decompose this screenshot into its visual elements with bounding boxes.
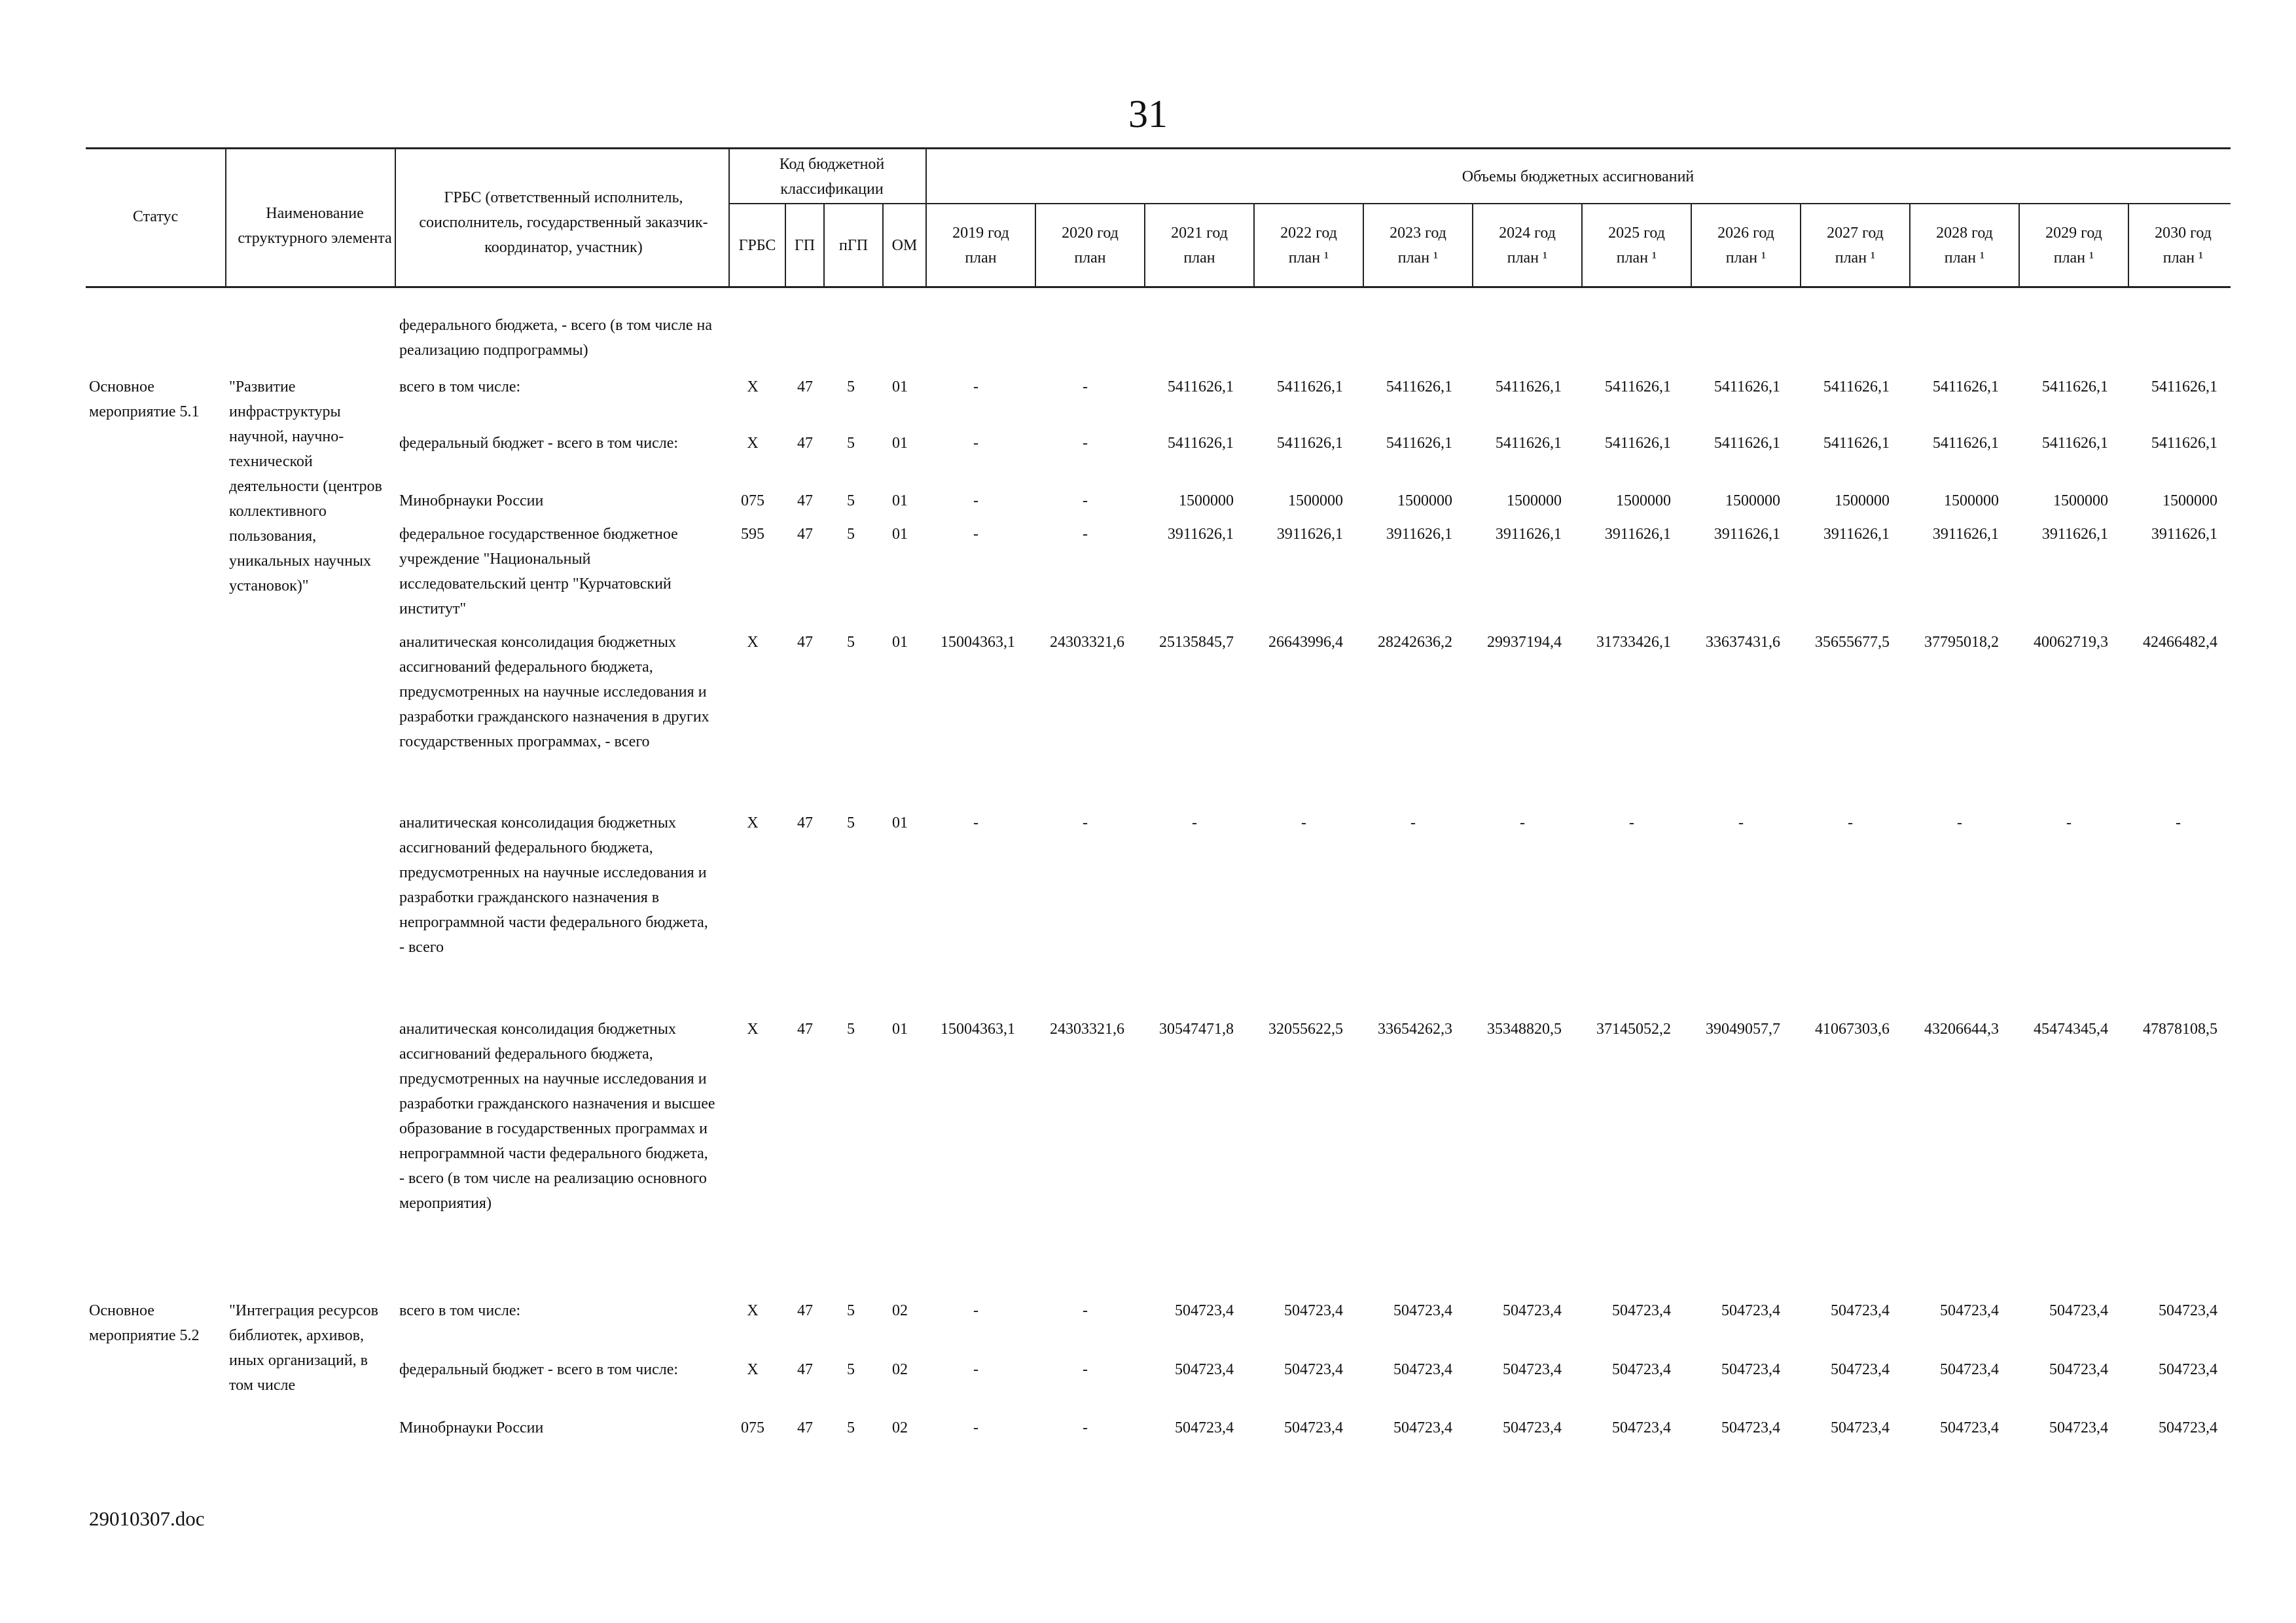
grbs-cell: федеральное государственное бюджетное учреждение "Национальный исследовательский центр "Курчатовский институт" [399, 526, 678, 617]
value-cell: 5411626,1 [1932, 378, 1999, 395]
budget-code-cell: 01 [892, 1021, 908, 1038]
header-year-5 [1473, 204, 1581, 286]
budget-code-cell: X [747, 435, 759, 452]
value-cell: 1500000 [2162, 492, 2217, 509]
value-cell: - [973, 1419, 978, 1436]
value-cell: 33637431,6 [1706, 634, 1780, 651]
value-cell: 504723,4 [1503, 1419, 1562, 1436]
budget-code-cell: X [747, 814, 759, 831]
status-cell: Основное мероприятие 5.2 [89, 1302, 200, 1344]
header-code-gp: ГП [794, 236, 816, 254]
header-year-label: 2030 год [2155, 224, 2212, 242]
value-cell: 504723,4 [2049, 1419, 2108, 1436]
value-cell: 37795018,2 [1924, 634, 1999, 651]
value-cell: 5411626,1 [2151, 378, 2217, 395]
value-cell: 3911626,1 [1495, 526, 1562, 543]
value-cell: 1500000 [1944, 492, 1999, 509]
footer-filename: 29010307.doc [89, 1507, 205, 1530]
grbs-cell: Минобрнауки России [399, 492, 544, 509]
header-year-11 [2129, 204, 2237, 286]
budget-code-cell: 5 [847, 1419, 855, 1436]
value-cell: 504723,4 [1721, 1419, 1780, 1436]
header-status: Статус [132, 208, 179, 225]
grbs-cell: всего в том числе: [399, 1302, 521, 1319]
value-cell: 504723,4 [1831, 1302, 1890, 1319]
header-year-label: 2028 год [1936, 224, 1993, 242]
header-year-0 [927, 204, 1035, 286]
value-cell: - [973, 1361, 978, 1378]
budget-code-cell: 47 [797, 1021, 813, 1038]
header-year-plan: план ¹ [2162, 249, 2204, 266]
value-cell: 5411626,1 [1713, 435, 1780, 452]
value-cell: 35348820,5 [1487, 1021, 1562, 1038]
value-cell: 41067303,6 [1815, 1021, 1890, 1038]
budget-code-cell: 5 [847, 1021, 855, 1038]
value-cell: 504723,4 [1393, 1302, 1452, 1319]
value-cell: 28242636,2 [1378, 634, 1452, 651]
element-name-cell: "Развитие инфраструктуры научной, научно-технической деятельности (центров коллективного пользования, уникальных научных установок)" [229, 378, 382, 594]
value-cell: 3911626,1 [1604, 526, 1671, 543]
value-cell: 504723,4 [1940, 1361, 1999, 1378]
header-year-9 [1910, 204, 2018, 286]
header-year-label: 2029 год [2045, 224, 2102, 242]
value-cell: 504723,4 [1721, 1302, 1780, 1319]
value-cell: - [973, 1302, 978, 1319]
header-code-om: ОМ [891, 236, 918, 254]
grbs-cell: федеральный бюджет - всего в том числе: [399, 435, 679, 452]
budget-code-cell: 47 [797, 1419, 813, 1436]
value-cell: 504723,4 [1175, 1361, 1234, 1378]
value-cell: 3911626,1 [1932, 526, 1999, 543]
value-cell: 504723,4 [1831, 1419, 1890, 1436]
budget-code-cell: 01 [892, 435, 908, 452]
value-cell: 504723,4 [1612, 1302, 1671, 1319]
value-cell: 33654262,3 [1378, 1021, 1452, 1038]
budget-code-cell: 02 [892, 1419, 908, 1436]
header-year-plan: план [1183, 249, 1215, 266]
header-year-plan: план ¹ [1616, 249, 1657, 266]
value-cell: 5411626,1 [1386, 378, 1452, 395]
value-cell: 1500000 [2053, 492, 2108, 509]
value-cell: 504723,4 [1612, 1361, 1671, 1378]
value-cell: 5411626,1 [2041, 435, 2108, 452]
value-cell: 5411626,1 [2041, 378, 2108, 395]
value-cell: 30547471,8 [1159, 1021, 1234, 1038]
value-cell: 24303321,6 [1050, 634, 1124, 651]
value-cell: 504723,4 [1831, 1361, 1890, 1378]
grbs-cell: Минобрнауки России [399, 1419, 544, 1436]
value-cell: 3911626,1 [1823, 526, 1890, 543]
value-cell: 1500000 [1288, 492, 1343, 509]
budget-code-cell: X [747, 634, 759, 651]
budget-code-cell: 5 [847, 1302, 855, 1319]
value-cell: - [973, 814, 978, 831]
value-cell: 5411626,1 [1276, 435, 1343, 452]
value-cell: - [1083, 526, 1088, 543]
header-year-label: 2026 год [1717, 224, 1774, 242]
value-cell: 504723,4 [1503, 1302, 1562, 1319]
header-year-plan: план ¹ [1725, 249, 1767, 266]
value-cell: 15004363,1 [941, 634, 1015, 651]
header-year-plan: план ¹ [1397, 249, 1439, 266]
header-year-plan: план ¹ [1944, 249, 1985, 266]
page-number: 31 [1128, 92, 1168, 136]
value-cell: - [1301, 814, 1306, 831]
value-cell: - [1083, 1302, 1088, 1319]
value-cell: - [973, 492, 978, 509]
value-cell: 1500000 [1835, 492, 1890, 509]
budget-code-cell: 47 [797, 526, 813, 543]
header-grbs: ГРБС (ответственный исполнитель, соисполнитель, государственный заказчик-координатор, участник) [419, 189, 708, 256]
value-cell: 24303321,6 [1050, 1021, 1124, 1038]
header-year-label: 2023 год [1390, 224, 1446, 242]
value-cell: 1500000 [1397, 492, 1452, 509]
value-cell: 35655677,5 [1815, 634, 1890, 651]
value-cell: 504723,4 [2159, 1302, 2217, 1319]
budget-code-cell: 5 [847, 378, 855, 395]
header-year-plan: план ¹ [1507, 249, 1548, 266]
value-cell: 504723,4 [1721, 1361, 1780, 1378]
value-cell: - [973, 378, 978, 395]
value-cell: 1500000 [1179, 492, 1234, 509]
value-cell: 504723,4 [1284, 1419, 1343, 1436]
header-year-6 [1583, 204, 1691, 286]
header-year-label: 2021 год [1171, 224, 1228, 242]
value-cell: 32055622,5 [1268, 1021, 1343, 1038]
header-year-plan: план ¹ [2053, 249, 2094, 266]
budget-code-cell: 075 [741, 492, 764, 509]
budget-code-cell: 47 [797, 492, 813, 509]
value-cell: 5411626,1 [1495, 378, 1562, 395]
header-year-4 [1364, 204, 1472, 286]
header-year-plan: план ¹ [1835, 249, 1876, 266]
header-year-label: 2019 год [952, 224, 1009, 242]
value-cell: - [1520, 814, 1525, 831]
value-cell: 5411626,1 [2151, 435, 2217, 452]
value-cell: 37145052,2 [1596, 1021, 1671, 1038]
header-year-label: 2022 год [1280, 224, 1337, 242]
value-cell: - [2176, 814, 2181, 831]
budget-code-cell: 595 [741, 526, 764, 543]
header-year-label: 2020 год [1062, 224, 1119, 242]
value-cell: - [1083, 378, 1088, 395]
header-year-3 [1255, 204, 1363, 286]
value-cell: - [1083, 1419, 1088, 1436]
value-cell: 15004363,1 [941, 1021, 1015, 1038]
value-cell: 1500000 [1725, 492, 1780, 509]
value-cell: 504723,4 [1612, 1419, 1671, 1436]
value-cell: - [1629, 814, 1634, 831]
budget-code-cell: 01 [892, 814, 908, 831]
table-header [86, 147, 2231, 288]
budget-code-cell: 5 [847, 1361, 855, 1378]
value-cell: 3911626,1 [1167, 526, 1234, 543]
budget-code-cell: X [747, 1302, 759, 1319]
header-year-8 [1801, 204, 1909, 286]
budget-code-cell: X [747, 1021, 759, 1038]
value-cell: 39049057,7 [1706, 1021, 1780, 1038]
header-year-plan: план [965, 249, 997, 266]
budget-code-cell: 5 [847, 492, 855, 509]
header-year-1 [1036, 204, 1144, 286]
grbs-pre-text: федерального бюджета, - всего (в том числе на реализацию подпрограммы) [399, 317, 713, 359]
value-cell: 31733426,1 [1596, 634, 1671, 651]
value-cell: - [1083, 435, 1088, 452]
value-cell: - [1083, 1361, 1088, 1378]
value-cell: - [1848, 814, 1853, 831]
header-code-pgp: пГП [838, 236, 869, 254]
budget-code-cell: 47 [797, 814, 813, 831]
value-cell: - [1957, 814, 1962, 831]
header-year-7 [1692, 204, 1800, 286]
value-cell: - [1083, 492, 1088, 509]
grbs-cell: всего в том числе: [399, 378, 521, 395]
budget-code-cell: 01 [892, 526, 908, 543]
value-cell: 5411626,1 [1276, 378, 1343, 395]
value-cell: - [1410, 814, 1416, 831]
header-code-grbs: ГРБС [738, 236, 776, 254]
budget-code-cell: 5 [847, 814, 855, 831]
value-cell: 504723,4 [1393, 1361, 1452, 1378]
value-cell: 504723,4 [1503, 1361, 1562, 1378]
budget-code-cell: 075 [741, 1419, 764, 1436]
value-cell: 3911626,1 [2151, 526, 2217, 543]
budget-code-cell: 47 [797, 634, 813, 651]
value-cell: - [1738, 814, 1744, 831]
budget-code-cell: 5 [847, 634, 855, 651]
value-cell: 5411626,1 [1713, 378, 1780, 395]
budget-code-cell: 01 [892, 378, 908, 395]
value-cell: 3911626,1 [1713, 526, 1780, 543]
element-name-cell: "Интеграция ресурсов библиотек, архивов, иных организаций, в том числе [229, 1302, 378, 1394]
header-year-label: 2024 год [1499, 224, 1556, 242]
value-cell: 504723,4 [2049, 1361, 2108, 1378]
value-cell: 5411626,1 [1823, 378, 1890, 395]
value-cell: 504723,4 [1284, 1361, 1343, 1378]
header-budget-code: Код бюджетной классификации [779, 156, 885, 198]
budget-code-cell: 02 [892, 1302, 908, 1319]
value-cell: 1500000 [1616, 492, 1671, 509]
value-cell: 43206644,3 [1924, 1021, 1999, 1038]
value-cell: 504723,4 [1940, 1419, 1999, 1436]
value-cell: - [973, 526, 978, 543]
header-year-label: 2025 год [1608, 224, 1665, 242]
grbs-cell: аналитическая консолидация бюджетных ассигнований федерального бюджета, предусмотренных на научные исследования и разработки гражданского назначения в непрограммной части федерального бюджета, - всего [399, 814, 708, 956]
budget-code-cell: 02 [892, 1361, 908, 1378]
header-year-plan: план [1074, 249, 1106, 266]
value-cell: 504723,4 [2159, 1361, 2217, 1378]
budget-code-cell: X [747, 1361, 759, 1378]
budget-code-cell: 5 [847, 526, 855, 543]
value-cell: - [2066, 814, 2072, 831]
value-cell: 5411626,1 [1167, 435, 1234, 452]
value-cell: 5411626,1 [1386, 435, 1452, 452]
value-cell: - [1083, 814, 1088, 831]
value-cell: 26643996,4 [1268, 634, 1343, 651]
value-cell: 5411626,1 [1167, 378, 1234, 395]
budget-code-cell: 47 [797, 1302, 813, 1319]
value-cell: 3911626,1 [1386, 526, 1452, 543]
header-name: Наименование структурного элемента [238, 205, 392, 247]
value-cell: 3911626,1 [1276, 526, 1343, 543]
value-cell: 504723,4 [2159, 1419, 2217, 1436]
value-cell: 5411626,1 [1604, 435, 1671, 452]
status-cell: Основное мероприятие 5.1 [89, 378, 200, 420]
value-cell: 40062719,3 [2034, 634, 2108, 651]
value-cell: 504723,4 [2049, 1302, 2108, 1319]
value-cell: 504723,4 [1940, 1302, 1999, 1319]
value-cell: 504723,4 [1393, 1419, 1452, 1436]
budget-code-cell: 5 [847, 435, 855, 452]
budget-code-cell: X [747, 378, 759, 395]
value-cell: - [973, 435, 978, 452]
value-cell: 5411626,1 [1495, 435, 1562, 452]
value-cell: 5411626,1 [1823, 435, 1890, 452]
value-cell: 5411626,1 [1932, 435, 1999, 452]
header-year-2 [1145, 204, 1253, 286]
value-cell: 1500000 [1507, 492, 1562, 509]
budget-code-cell: 01 [892, 634, 908, 651]
value-cell: 5411626,1 [1604, 378, 1671, 395]
grbs-cell: аналитическая консолидация бюджетных ассигнований федерального бюджета, предусмотренных на научные исследования и разработки гражданского назначения и высшее образование в государственных программах и непрограммной части федерального бюджета, - всего (в том числе на реализацию основного мероприятия) [399, 1021, 715, 1212]
budget-code-cell: 01 [892, 492, 908, 509]
budget-code-cell: 47 [797, 1361, 813, 1378]
value-cell: 504723,4 [1175, 1302, 1234, 1319]
header-year-label: 2027 год [1827, 224, 1884, 242]
header-volumes: Объемы бюджетных ассигнований [1462, 168, 1695, 185]
value-cell: 25135845,7 [1159, 634, 1234, 651]
grbs-cell: федеральный бюджет - всего в том числе: [399, 1361, 679, 1378]
value-cell: - [1192, 814, 1197, 831]
budget-code-cell: 47 [797, 378, 813, 395]
header-year-plan: план ¹ [1288, 249, 1329, 266]
grbs-cell: аналитическая консолидация бюджетных ассигнований федерального бюджета, предусмотренных на научные исследования и разработки гражданского назначения в других государственных программах, - всего [399, 634, 709, 750]
budget-code-cell: 47 [797, 435, 813, 452]
value-cell: 29937194,4 [1487, 634, 1562, 651]
value-cell: 504723,4 [1175, 1419, 1234, 1436]
header-year-10 [2020, 204, 2128, 286]
value-cell: 45474345,4 [2034, 1021, 2108, 1038]
value-cell: 47878108,5 [2143, 1021, 2217, 1038]
value-cell: 3911626,1 [2041, 526, 2108, 543]
value-cell: 504723,4 [1284, 1302, 1343, 1319]
value-cell: 42466482,4 [2143, 634, 2217, 651]
